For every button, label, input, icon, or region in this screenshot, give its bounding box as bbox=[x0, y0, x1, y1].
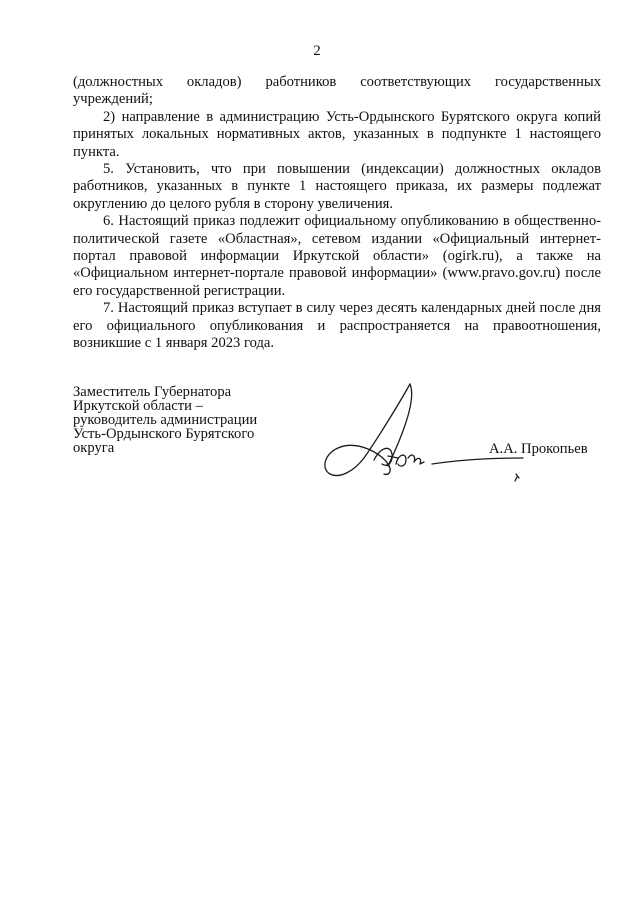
paragraph-item-7: 7. Настоящий приказ вступает в силу через десять календарных дней после дня его официального опубликования и распространяется на правоотношения, возникшие с 1 января 2023 года. bbox=[73, 300, 601, 352]
signature-stroke bbox=[396, 455, 406, 466]
paragraph-item-5: 5. Установить, что при повышении (индексации) должностных окладов работников, указанных в пункте 1 настоящего приказа, их размеры подлежат округлению до целого рубля в сторону увеличения. bbox=[73, 161, 601, 212]
paragraph-item-6: 6. Настоящий приказ подлежит официальному опубликованию в общественно-политической газете «Областная», сетевом издании «Официальный интернет-портал правовой информации Иркутской области» (ogirk.ru), а также на «Официальном интернет-портале правовой информации» (www.pravo.gov.ru) после его государственной регистрации. bbox=[73, 213, 601, 299]
paragraph-item-2: 2) направление в администрацию Усть-Ордынского Бурятского округа копий принятых локальных нормативных актов, указанных в подпункте 1 настоящего пункта. bbox=[73, 108, 601, 160]
document-body bbox=[73, 74, 601, 353]
signatory-title bbox=[73, 385, 333, 455]
signature-stroke bbox=[432, 458, 523, 464]
signatory-name: А.А. Прокопьев bbox=[489, 441, 588, 457]
page-number: 2 bbox=[313, 43, 321, 59]
signatory-title-line: Заместитель Губернатора bbox=[73, 384, 232, 400]
signatory-title-line: руководитель администрации bbox=[73, 412, 258, 428]
signature-stroke bbox=[408, 455, 424, 464]
signatory-title-line: Иркутской области – bbox=[73, 398, 203, 414]
signatory-title-line: Усть-Ордынского Бурятского bbox=[73, 426, 255, 442]
signature-stroke bbox=[325, 384, 410, 476]
paragraph-continuation: (должностных окладов) работников соответствующих государственных учреждений; bbox=[73, 74, 601, 108]
signature-stroke bbox=[515, 474, 519, 481]
signatory-title-line: округа bbox=[73, 440, 115, 456]
handwritten-signature bbox=[318, 378, 528, 488]
